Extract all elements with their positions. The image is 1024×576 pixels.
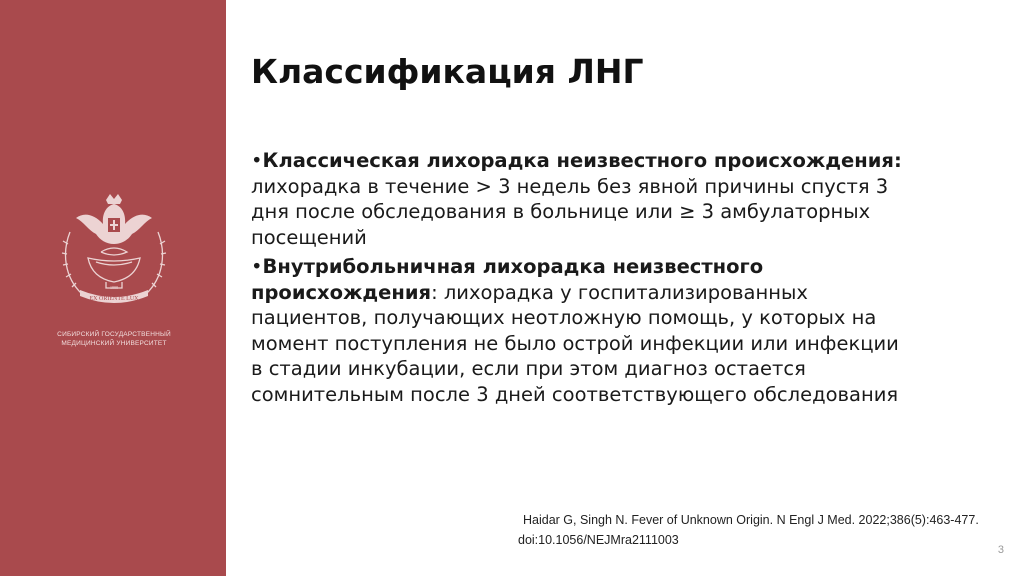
university-emblem-icon [56, 192, 172, 312]
university-name-line1: СИБИРСКИЙ ГОСУДАРСТВЕННЫЙ [57, 331, 171, 338]
bullet-marker: • [251, 255, 263, 278]
bullet-definition: лихорадка в течение > 3 недель без явной причины спустя 3 дня после обследования в больнице или ≥ 3 амбулаторных посещений [251, 174, 889, 249]
bullet-term: Классическая лихорадка неизвестного происхождения: [262, 149, 902, 172]
svg-text:1888: 1888 [110, 285, 118, 290]
university-name [40, 330, 188, 348]
university-name-line2: МЕДИЦИНСКИЙ УНИВЕРСИТЕТ [61, 340, 167, 347]
sidebar-panel [0, 0, 226, 576]
bullet-term: Внутрибольничная лихорадка неизвестного происхождения [251, 255, 764, 304]
bullet-definition: : лихорадка у госпитализированных пациентов, получающих неотложную помощь, у которых на момент поступления не было острой инфекции или инфекции в стадии инкубации, если при этом диагноз остается сомнительным после 3 дней соответствующего обследования [251, 280, 899, 406]
slide-title: Классификация ЛНГ [251, 52, 644, 91]
reference-citation [518, 510, 1018, 550]
svg-text:EX ORIENTE LUX: EX ORIENTE LUX [89, 296, 139, 302]
reference-doi: doi:10.1056/NEJMra2111003 [518, 533, 679, 547]
bullet-item [251, 254, 911, 407]
bullet-marker: • [251, 149, 263, 172]
page-number: 3 [997, 544, 1004, 556]
bullet-item [251, 148, 911, 250]
reference-line: Haidar G, Singh N. Fever of Unknown Origin. N Engl J Med. 2022;386(5):463-477. [523, 513, 979, 527]
bullet-list [251, 148, 911, 411]
